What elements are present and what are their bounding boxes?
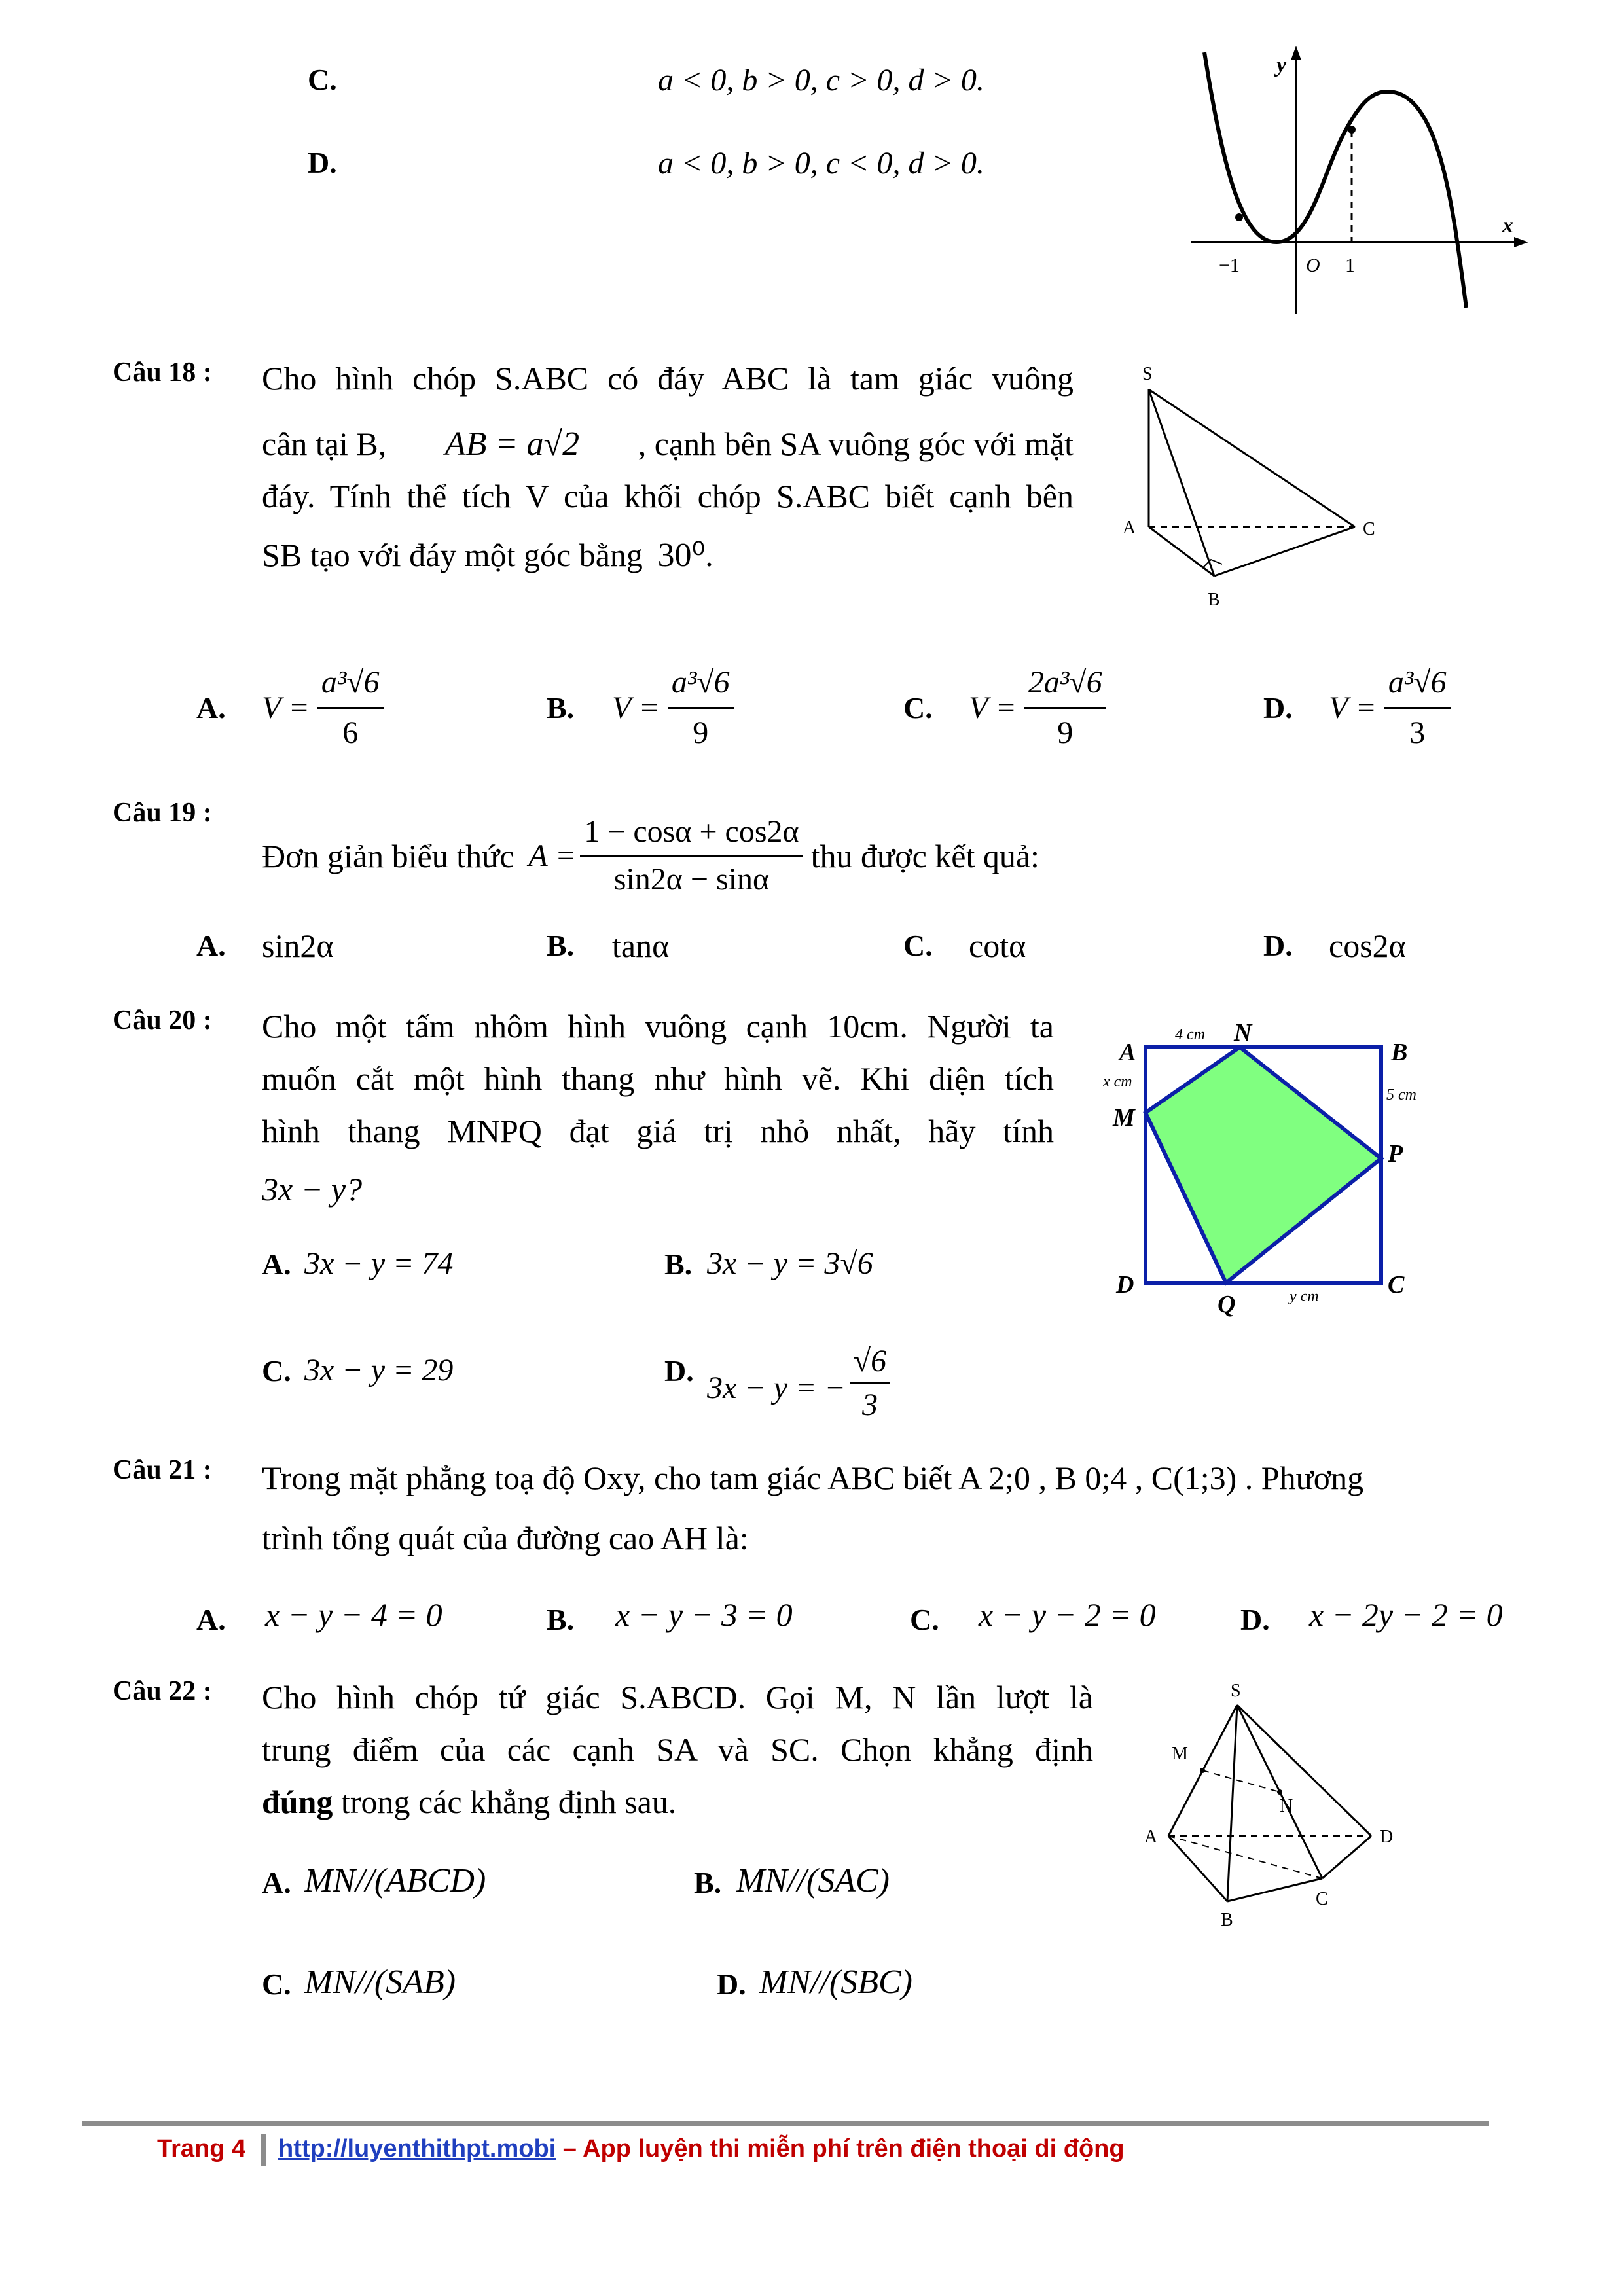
edge-BC xyxy=(1227,1878,1322,1901)
q18-line2 xyxy=(262,418,1074,471)
q19-fraction xyxy=(580,812,803,900)
label-5cm: 5 cm xyxy=(1386,1086,1416,1103)
q20-option-text: 3x − y = 74 xyxy=(304,1246,454,1281)
q20-option-text: 3x − y = 3√6 xyxy=(707,1246,873,1281)
q18-option-lhs: V = xyxy=(1329,691,1377,725)
label-N: N xyxy=(1234,1019,1252,1047)
q18-option-value xyxy=(612,661,738,755)
q19-numerator: 1 − cosα + cos2α xyxy=(580,812,803,857)
q20-option-value xyxy=(304,1352,453,1388)
q18-option-fraction xyxy=(317,661,384,755)
q19-option-letter: B. xyxy=(547,929,575,962)
label-N: N xyxy=(1280,1796,1293,1816)
q18-option-letter: B. xyxy=(547,691,575,725)
q20-square-figure xyxy=(1093,1014,1434,1322)
q20-option-text: 3x − y = − xyxy=(707,1371,846,1405)
q18-option-lhs: V = xyxy=(262,691,310,725)
q17-cubic-graph xyxy=(1178,46,1532,321)
q18-line3: đáy. Tính thể tích V của khối chóp S.ABC biết cạnh bên xyxy=(262,478,1074,514)
label-B: B xyxy=(1221,1910,1233,1930)
q22-option-letter: B. xyxy=(694,1866,722,1899)
q17-option-c-letter: C. xyxy=(308,63,337,96)
point-M xyxy=(1200,1768,1205,1773)
edge-AB xyxy=(1168,1836,1227,1901)
q18-option-denominator: 9 xyxy=(1057,715,1074,750)
q18-option-fraction xyxy=(1384,661,1451,755)
q19-lhs: A = xyxy=(528,838,577,873)
q18-option-letter: C. xyxy=(903,691,933,725)
q22-line2: trung điểm của các cạnh SA và SC. Chọn khẳng định xyxy=(262,1731,1093,1768)
edge-SC xyxy=(1149,389,1355,527)
q20-option-fraction xyxy=(850,1343,890,1424)
q21-line1: Trong mặt phẳng toạ độ Oxy, cho tam giác ABC biết A 2;0 , B 0;4 , C(1;3) . Phương xyxy=(262,1460,1364,1496)
q18-line1: Cho hình chóp S.ABC có đáy ABC là tam giác vuông xyxy=(262,360,1074,397)
y-axis-label: y xyxy=(1276,53,1287,77)
q19-option-letter: D. xyxy=(1263,929,1293,962)
q19-option-value: sin2α xyxy=(262,927,334,964)
q18-option-fraction xyxy=(1024,661,1106,755)
q20-label: Câu 20 : xyxy=(113,1005,212,1035)
edge-SB xyxy=(1149,389,1214,576)
q21-label: Câu 21 : xyxy=(113,1455,212,1485)
edge-BC xyxy=(1214,527,1355,576)
q20-option-text: 3x − y = 29 xyxy=(304,1353,454,1388)
q18-angle: 30⁰ xyxy=(657,537,706,574)
q21-line2: trình tổng quát của đường cao AH là: xyxy=(262,1520,749,1556)
q18-option-numerator: a³√6 xyxy=(317,661,384,709)
edge-SD xyxy=(1237,1705,1371,1836)
label-B: B xyxy=(1391,1039,1408,1066)
label-C: C xyxy=(1388,1271,1405,1299)
footer-rule xyxy=(82,2121,1489,2126)
q18-option-numerator: a³√6 xyxy=(1384,661,1451,709)
q18-option-value xyxy=(1329,661,1454,755)
q18-line2-a: cân tại B, xyxy=(262,425,387,462)
q22-option-letter: A. xyxy=(262,1866,291,1899)
footer-tagline: – App luyện thi miễn phí trên điện thoại di động xyxy=(556,2135,1125,2162)
q18-line4-a: SB tạo với đáy một góc bằng xyxy=(262,537,643,573)
q18-option-lhs: V = xyxy=(612,691,660,725)
q19-label: Câu 19 : xyxy=(113,798,212,828)
x-axis-label: x xyxy=(1502,213,1513,238)
q20-option-denominator: 3 xyxy=(861,1388,878,1422)
tick-neg1: −1 xyxy=(1219,255,1240,276)
q18-option-denominator: 3 xyxy=(1409,715,1426,750)
tick-1: 1 xyxy=(1345,255,1355,276)
q19-option-letter: C. xyxy=(903,929,933,962)
q18-option-numerator: 2a³√6 xyxy=(1024,661,1106,709)
q21-option-letter: B. xyxy=(547,1603,575,1636)
q18-line2-b: , cạnh bên SA vuông góc với mặt xyxy=(638,425,1074,462)
q19-prefix: Đơn giản biểu thức xyxy=(262,837,514,874)
q22-option-value: MN//(SAB) xyxy=(304,1964,456,2001)
q22-option-value: MN//(SAC) xyxy=(736,1862,890,1899)
q22-option-letter: C. xyxy=(262,1967,291,2001)
edge-CD xyxy=(1322,1836,1371,1878)
footer-separator xyxy=(261,2134,266,2166)
q17-option-d-letter: D. xyxy=(308,146,337,179)
label-Q: Q xyxy=(1218,1291,1236,1318)
q20-option-value xyxy=(304,1246,453,1282)
right-angle-B xyxy=(1203,560,1222,567)
cubic-curve xyxy=(1204,52,1466,308)
label-A: A xyxy=(1119,1039,1136,1066)
label-ycm: y cm xyxy=(1290,1288,1319,1305)
q18-option-denominator: 6 xyxy=(342,715,359,750)
q21-option-letter: D. xyxy=(1240,1603,1270,1636)
q19-option-value: cotα xyxy=(969,927,1026,964)
edge-SB xyxy=(1227,1705,1237,1901)
edge-AC xyxy=(1168,1836,1322,1878)
q21-option-value: x − y − 2 = 0 xyxy=(979,1596,1156,1633)
q19-statement xyxy=(262,812,1039,900)
q18-pyramid-figure xyxy=(1113,363,1401,625)
q19-denominator: sin2α − sinα xyxy=(613,862,770,897)
label-M: M xyxy=(1172,1744,1188,1764)
q18-option-value xyxy=(262,661,388,755)
segment-MN xyxy=(1202,1770,1280,1792)
label-xcm: x cm xyxy=(1103,1073,1132,1090)
q18-option-letter: A. xyxy=(196,691,226,725)
q21-option-letter: C. xyxy=(910,1603,939,1636)
label-M: M xyxy=(1113,1104,1135,1132)
label-S: S xyxy=(1142,364,1153,384)
q20-line3: hình thang MNPQ đạt giá trị nhỏ nhất, hãy tính xyxy=(262,1113,1054,1149)
trapezoid-MNPQ xyxy=(1146,1047,1381,1283)
q19-option-letter: A. xyxy=(196,929,226,962)
label-C: C xyxy=(1316,1889,1328,1909)
q18-option-lhs: V = xyxy=(969,691,1017,725)
q21-option-value: x − y − 4 = 0 xyxy=(265,1596,442,1633)
footer-link[interactable]: http://luyenthithpt.mobi xyxy=(278,2135,556,2162)
label-B: B xyxy=(1208,590,1220,610)
q20-option-letter: B. xyxy=(664,1247,693,1281)
label-D: D xyxy=(1380,1827,1394,1847)
point-at-neg1 xyxy=(1235,213,1243,221)
q22-line1: Cho hình chóp tứ giác S.ABCD. Gọi M, N lần lượt là xyxy=(262,1679,1093,1715)
origin-label: O xyxy=(1306,255,1320,276)
q20-option-letter: D. xyxy=(664,1354,694,1388)
footer-page-number: Trang 4 xyxy=(157,2135,246,2162)
q18-option-denominator: 9 xyxy=(693,715,709,750)
q20-option-numerator: √6 xyxy=(850,1343,890,1384)
q20-line4: 3x − y? xyxy=(262,1171,363,1208)
q21-option-letter: A. xyxy=(196,1603,226,1636)
label-D: D xyxy=(1116,1271,1134,1299)
label-P: P xyxy=(1388,1140,1403,1168)
label-A: A xyxy=(1144,1827,1158,1847)
q19-suffix: thu được kết quả: xyxy=(810,837,1039,874)
q18-option-fraction xyxy=(668,661,734,755)
q18-label: Câu 18 : xyxy=(113,357,212,387)
q17-option-c-expr: a < 0, b > 0, c > 0, d > 0. xyxy=(658,63,984,98)
y-axis-arrow xyxy=(1291,46,1301,60)
q19-option-value: tanα xyxy=(612,927,670,964)
q21-option-value: x − 2y − 2 = 0 xyxy=(1309,1596,1503,1633)
label-S: S xyxy=(1231,1682,1241,1701)
point-N xyxy=(1277,1789,1282,1795)
q18-option-value xyxy=(969,661,1110,755)
q22-line3-rest: trong các khẳng định sau. xyxy=(333,1784,677,1820)
q22-pyramid-figure xyxy=(1139,1682,1414,1931)
q22-line3 xyxy=(262,1776,676,1828)
q18-ab-formula: AB = a√2 xyxy=(444,425,580,463)
q17-option-d-expr: a < 0, b > 0, c < 0, d > 0. xyxy=(658,146,984,181)
q18-line4: SB tạo với đáy một góc bằng 30⁰. xyxy=(262,537,713,574)
q20-option-value xyxy=(707,1246,873,1282)
q22-option-value: MN//(ABCD) xyxy=(304,1862,486,1899)
footer-text xyxy=(278,2135,1125,2163)
q20-line1: Cho một tấm nhôm hình vuông cạnh 10cm. Người ta xyxy=(262,1008,1054,1045)
label-C: C xyxy=(1363,519,1375,539)
label-A: A xyxy=(1123,518,1136,538)
q20-option-value xyxy=(707,1344,894,1424)
q21-option-value: x − y − 3 = 0 xyxy=(615,1596,793,1633)
q18-option-numerator: a³√6 xyxy=(668,661,734,709)
label-4cm: 4 cm xyxy=(1175,1026,1205,1043)
point-at-1 xyxy=(1348,126,1356,134)
q19-option-value: cos2α xyxy=(1329,927,1406,964)
q20-line2: muốn cắt một hình thang như hình vẽ. Khi diện tích xyxy=(262,1060,1054,1097)
q20-option-letter: C. xyxy=(262,1354,291,1388)
q20-option-letter: A. xyxy=(262,1247,291,1281)
q18-option-letter: D. xyxy=(1263,691,1293,725)
edge-AB xyxy=(1149,527,1214,576)
q22-option-value: MN//(SBC) xyxy=(759,1964,912,2001)
x-axis-arrow xyxy=(1514,237,1528,247)
q22-option-letter: D. xyxy=(717,1967,746,2001)
q22-bold-word: đúng xyxy=(262,1784,333,1820)
q22-label: Câu 22 : xyxy=(113,1676,212,1706)
